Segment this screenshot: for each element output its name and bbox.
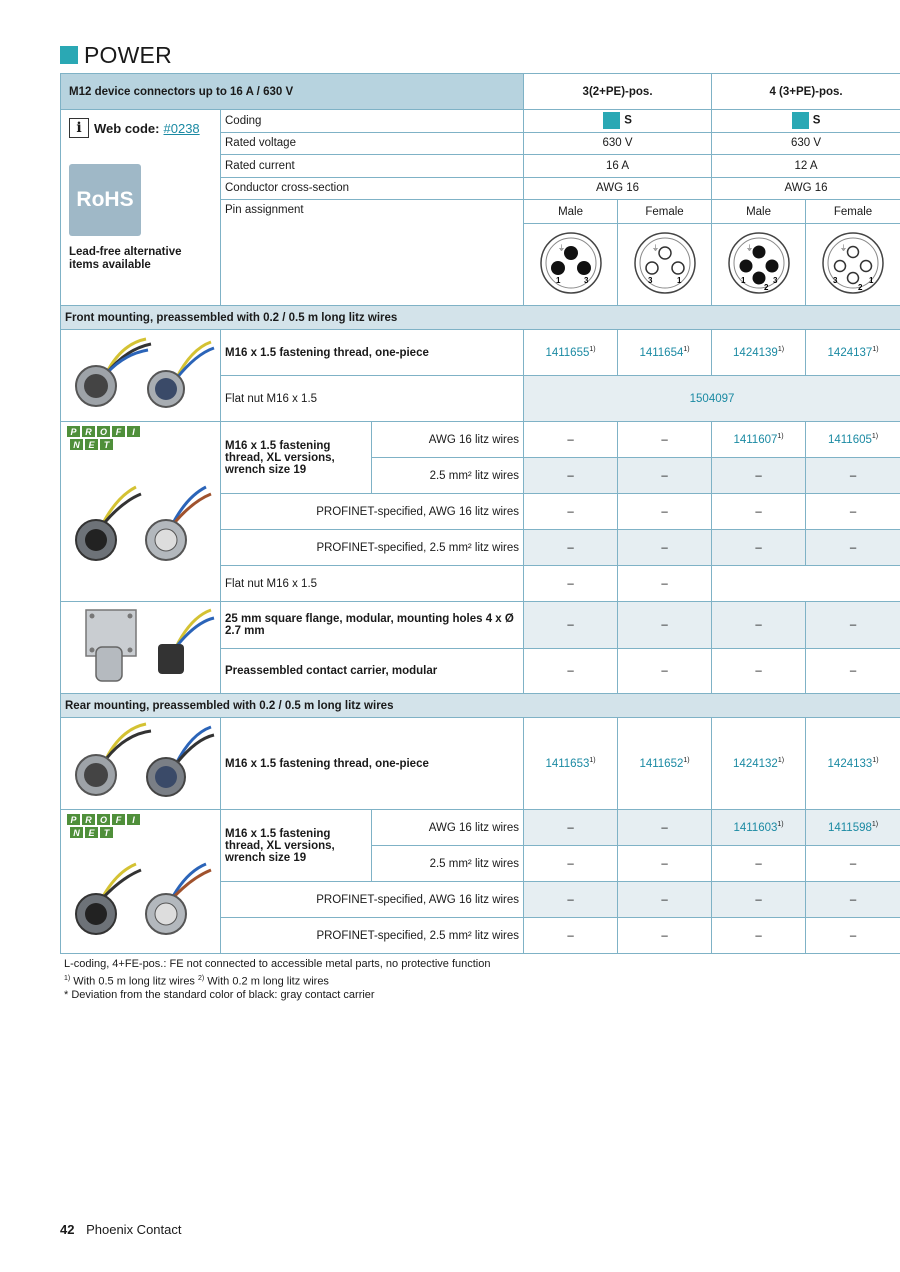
dash-cell: –: [618, 602, 712, 649]
pin-number: 1: [555, 276, 560, 285]
spec-value: 630 V: [712, 132, 900, 155]
dash-cell: –: [524, 649, 618, 694]
footnote-ref: 1): [777, 757, 785, 765]
dash-cell: –: [618, 846, 712, 882]
part-number-link[interactable]: 1424132: [733, 757, 778, 770]
part-number-link[interactable]: 1411605: [827, 433, 872, 446]
row-description: M16 x 1.5 fastening thread, XL versions, wrench size 19: [221, 810, 372, 882]
pin-face-male-4pos-icon: [726, 230, 792, 296]
pin-male-label: Male: [524, 200, 618, 224]
dash-cell: –: [618, 530, 712, 566]
pin-number: 1: [740, 276, 745, 285]
web-code-link[interactable]: #0238: [163, 120, 200, 136]
dash-cell: –: [712, 458, 806, 494]
part-number-link[interactable]: 1411598: [827, 821, 872, 834]
ground-icon: ⏚: [840, 244, 848, 252]
page-footer: [60, 1222, 182, 1237]
pin-diagram-female-3pos: [618, 224, 712, 306]
spec-label: Conductor cross-section: [221, 177, 524, 200]
dash-cell: –: [618, 810, 712, 846]
spec-label: Rated current: [221, 155, 524, 178]
part-number-link[interactable]: 1411603: [733, 821, 778, 834]
spec-label: Coding: [221, 110, 524, 133]
dash-cell: –: [524, 494, 618, 530]
pin-number: 3: [647, 276, 652, 285]
pin-female-label: Female: [806, 200, 900, 224]
profinet-logo-icon: P R O F I N E T: [67, 814, 140, 840]
dash-cell: –: [806, 846, 900, 882]
dash-cell: –: [524, 422, 618, 458]
footnote-ref: 1): [683, 346, 690, 354]
dash-cell: –: [524, 918, 618, 954]
flange-image: [61, 602, 221, 694]
empty-cell: [712, 566, 900, 602]
spec-value: AWG 16: [712, 177, 900, 200]
front-onepiece-image: [61, 330, 221, 422]
ground-icon: ⏚: [651, 244, 659, 252]
pin-diagram-male-3pos: [524, 224, 618, 306]
part-number-link[interactable]: 1424139: [733, 346, 778, 359]
part-number-link[interactable]: 1504097: [689, 392, 735, 405]
row-description: Preassembled contact carrier, modular: [221, 649, 524, 694]
footnote-ref: 1): [871, 433, 879, 441]
part-number-cell: [712, 810, 806, 846]
info-panel: [61, 110, 221, 306]
row-description: Flat nut M16 x 1.5: [221, 376, 524, 422]
dash-cell: –: [618, 918, 712, 954]
dash-cell: –: [806, 649, 900, 694]
spec-label: Pin assignment: [221, 200, 524, 306]
pin-diagram-male-4pos: [712, 224, 806, 306]
footnote-ref: 1): [777, 433, 784, 441]
dash-cell: –: [806, 602, 900, 649]
coding-s-icon: [603, 112, 620, 129]
dash-cell: –: [618, 494, 712, 530]
front-xl-image: [61, 422, 221, 602]
front-mounting-header: [61, 306, 900, 330]
dash-cell: –: [806, 530, 900, 566]
part-number-cell: [524, 376, 900, 422]
footnotes: [64, 958, 490, 1002]
row-description: M16 x 1.5 fastening thread, one-piece: [221, 330, 524, 376]
dash-cell: –: [524, 602, 618, 649]
dash-cell: –: [806, 882, 900, 918]
dash-cell: –: [618, 458, 712, 494]
dash-cell: –: [524, 458, 618, 494]
part-number-cell: [524, 718, 618, 810]
pin-number: 3: [772, 276, 777, 285]
spec-value: 630 V: [524, 132, 712, 155]
pin-face-male-3pos-icon: [538, 230, 604, 296]
part-number-cell: [806, 810, 900, 846]
spec-row-coding: [61, 110, 900, 133]
pin-number: 1: [676, 276, 681, 285]
wire-label: PROFINET-specified, AWG 16 litz wires: [221, 494, 524, 530]
wire-label: 2.5 mm² litz wires: [372, 458, 524, 494]
coding-3pos: S: [524, 110, 712, 133]
part-number-cell: [712, 330, 806, 376]
coding-4pos: S: [712, 110, 900, 133]
page-number: 42: [60, 1222, 75, 1237]
flange-connector-photo-icon: [66, 602, 216, 690]
part-number-cell: [806, 422, 900, 458]
dash-cell: –: [524, 882, 618, 918]
footnote-ref: 1): [683, 757, 690, 765]
part-number-cell: [618, 330, 712, 376]
rohs-badge: RoHS: [69, 164, 141, 236]
part-number-cell: [712, 422, 806, 458]
section-marker-icon: [60, 46, 78, 64]
col-4pos-header: 4 (3+PE)-pos.: [712, 74, 900, 110]
section-title-text: POWER: [84, 41, 172, 68]
dash-cell: –: [618, 422, 712, 458]
section-heading: Front mounting, preassembled with 0.2 / 0.5 m long litz wires: [61, 306, 900, 330]
footnote-ref: 1): [589, 346, 596, 354]
spec-value: 12 A: [712, 155, 900, 178]
part-number-link[interactable]: 1424137: [827, 346, 873, 359]
company-name: Phoenix Contact: [86, 1222, 182, 1237]
section-heading: Rear mounting, preassembled with 0.2 / 0.5 m long litz wires: [61, 694, 900, 718]
dash-cell: –: [618, 649, 712, 694]
section-title: [60, 42, 172, 68]
dash-cell: –: [712, 846, 806, 882]
part-number-link[interactable]: 1411607: [733, 433, 778, 446]
footnote-ref: 1): [589, 757, 596, 765]
rear-onepiece-image: [61, 718, 221, 810]
dash-cell: –: [712, 602, 806, 649]
part-number-cell: [806, 718, 900, 810]
part-number-link[interactable]: 1424133: [827, 757, 873, 770]
connector-photo-icon: [66, 860, 216, 946]
part-number-cell: [806, 330, 900, 376]
pin-number: 1: [869, 276, 874, 285]
dash-cell: –: [524, 846, 618, 882]
part-number-cell: [712, 718, 806, 810]
pin-male-label: Male: [712, 200, 806, 224]
connector-photo-icon: [66, 719, 216, 805]
footnote-line: $^{1)}$ With 0.5 m long litz wires $^{2)}$ With 0.2 m long litz wires: [64, 974, 329, 988]
front-flange-row: [61, 602, 900, 649]
part-number-link[interactable]: 1411652: [639, 757, 684, 770]
pin-number: 2: [858, 283, 863, 292]
dash-cell: –: [806, 494, 900, 530]
lead-free-note: Lead-free alternative items available: [69, 246, 182, 271]
pin-number: 3: [833, 276, 838, 285]
dash-cell: –: [524, 566, 618, 602]
info-icon: i: [69, 118, 89, 138]
pin-face-female-3pos-icon: [632, 230, 698, 296]
col-3pos-header: 3(2+PE)-pos.: [524, 74, 712, 110]
footnote-ref: 1): [872, 757, 879, 765]
row-description: Flat nut M16 x 1.5: [221, 566, 524, 602]
dash-cell: –: [712, 649, 806, 694]
row-description: M16 x 1.5 fastening thread, XL versions, wrench size 19: [221, 422, 372, 494]
part-number-link[interactable]: 1411653: [545, 757, 590, 770]
pin-diagram-female-4pos: [806, 224, 900, 306]
spec-value: 16 A: [524, 155, 712, 178]
front-xl-row-1: [61, 422, 900, 458]
dash-cell: –: [618, 882, 712, 918]
footnote-ref: 1): [872, 346, 879, 354]
dash-cell: –: [712, 494, 806, 530]
dash-cell: –: [712, 882, 806, 918]
rear-xl-image: [61, 810, 221, 954]
product-title: M12 device connectors up to 16 A / 630 V: [61, 74, 524, 110]
coding-s-icon: [792, 112, 809, 129]
pin-female-label: Female: [618, 200, 712, 224]
part-number-link[interactable]: 1411654: [639, 346, 684, 359]
connector-photo-icon: [66, 334, 216, 414]
spec-label: Rated voltage: [221, 132, 524, 155]
wire-label: PROFINET-specified, AWG 16 litz wires: [221, 882, 524, 918]
pin-number: 3: [583, 276, 588, 285]
footnote-ref: 1): [777, 821, 784, 829]
row-description: 25 mm square flange, modular, mounting holes 4 x Ø 2.7 mm: [221, 602, 524, 649]
ground-icon: ⏚: [557, 244, 565, 252]
wire-label: PROFINET-specified, 2.5 mm² litz wires: [221, 918, 524, 954]
wire-label: AWG 16 litz wires: [372, 810, 524, 846]
profinet-logo-icon: P R O F I N E T: [67, 426, 140, 452]
footnote-ref: 1): [777, 346, 785, 354]
rear-xl-row-1: [61, 810, 900, 846]
pin-number: 2: [763, 283, 768, 292]
wire-label: PROFINET-specified, 2.5 mm² litz wires: [221, 530, 524, 566]
wire-label: AWG 16 litz wires: [372, 422, 524, 458]
connector-photo-icon: [66, 482, 216, 572]
rear-onepiece-row: [61, 718, 900, 810]
spec-value: AWG 16: [524, 177, 712, 200]
rear-mounting-header: [61, 694, 900, 718]
web-code: i Web code: #0238: [69, 118, 200, 138]
dash-cell: –: [712, 918, 806, 954]
dash-cell: –: [806, 918, 900, 954]
wire-label: 2.5 mm² litz wires: [372, 846, 524, 882]
part-number-cell: [524, 330, 618, 376]
table-header-row: [61, 74, 900, 110]
dash-cell: –: [712, 530, 806, 566]
footnote-ref: 1): [871, 821, 879, 829]
product-table: [60, 73, 900, 954]
dash-cell: –: [618, 566, 712, 602]
footnote-line: L-coding, 4+FE-pos.: FE not connected to accessible metal parts, no protective function: [64, 958, 491, 970]
dash-cell: –: [524, 530, 618, 566]
row-description: M16 x 1.5 fastening thread, one-piece: [221, 718, 524, 810]
dash-cell: –: [524, 810, 618, 846]
ground-icon: ⏚: [745, 244, 753, 252]
dash-cell: –: [806, 458, 900, 494]
footnote-line: * Deviation from the standard color of black: gray contact carrier: [64, 988, 375, 1001]
part-number-link[interactable]: 1411655: [545, 346, 590, 359]
front-onepiece-row: [61, 330, 900, 376]
pin-face-female-4pos-icon: [820, 230, 886, 296]
part-number-cell: [618, 718, 712, 810]
